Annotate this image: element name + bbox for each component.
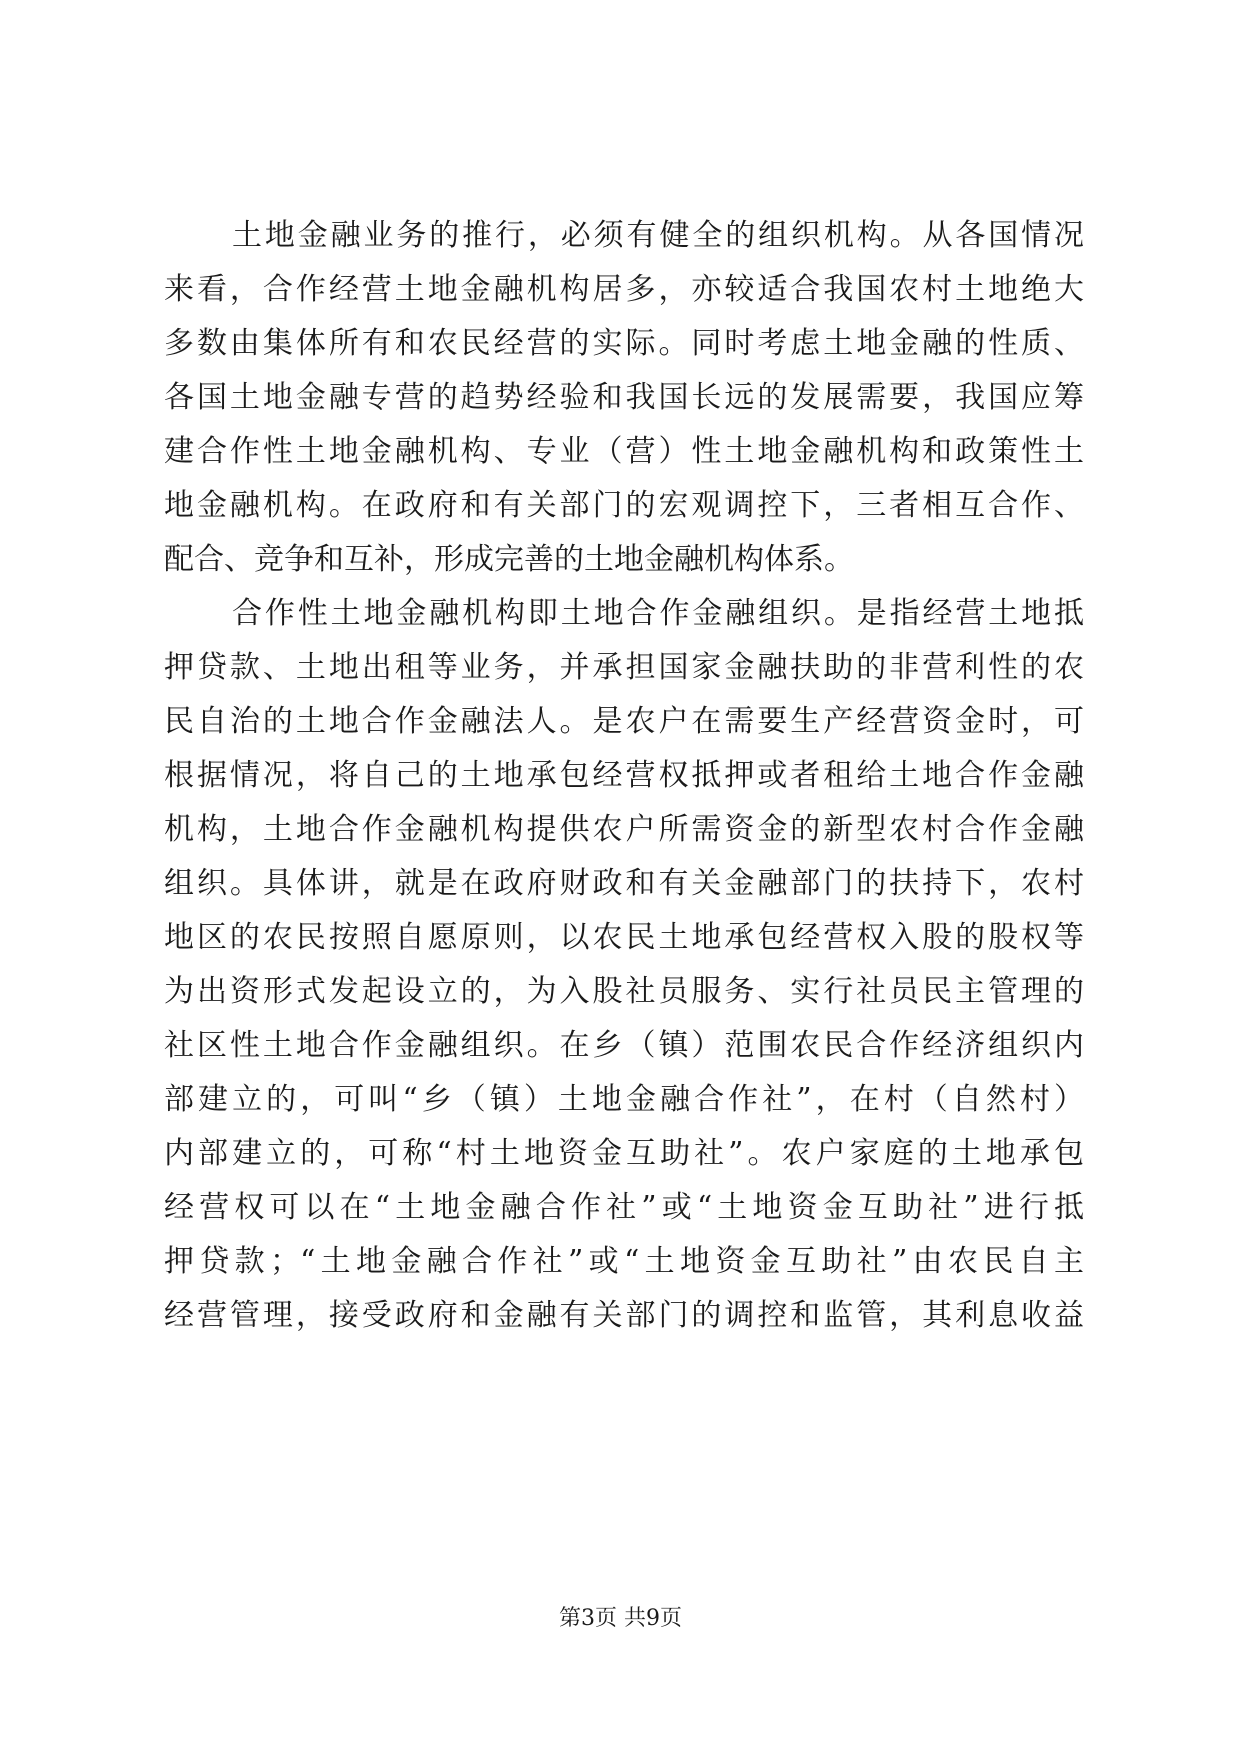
paragraph-2-line: 社区性土地合作金融组织。在乡（镇）范围农民合作经济组织内 <box>164 1028 1084 1063</box>
paragraph-2-line: 内部建立的，可称“村土地资金互助社”。农户家庭的土地承包 <box>164 1136 1084 1171</box>
paragraph-2-line: 经营管理，接受政府和金融有关部门的调控和监管，其利息收益 <box>164 1298 1084 1333</box>
paragraph-2-line: 为出资形式发起设立的，为入股社员服务、实行社员民主管理的 <box>164 974 1084 1009</box>
paragraph-2-line: 地区的农民按照自愿原则，以农民土地承包经营权入股的股权等 <box>164 920 1084 955</box>
paragraph-1-line: 地金融机构。在政府和有关部门的宏观调控下，三者相互合作、 <box>164 488 1084 523</box>
paragraph-2-line: 经营权可以在“土地金融合作社”或“土地资金互助社”进行抵 <box>164 1190 1084 1225</box>
paragraph-1-line: 各国土地金融专营的趋势经验和我国长远的发展需要，我国应筹 <box>164 380 1084 415</box>
paragraph-1-line: 配合、竞争和互补，形成完善的土地金融机构体系。 <box>164 542 854 577</box>
page-number-footer: 第3页 共9页 <box>559 1606 682 1631</box>
paragraph-2-line: 机构，土地合作金融机构提供农户所需资金的新型农村合作金融 <box>164 812 1084 847</box>
paragraph-2-line: 组织。具体讲，就是在政府财政和有关金融部门的扶持下，农村 <box>164 866 1084 901</box>
paragraph-2-line: 民自治的土地合作金融法人。是农户在需要生产经营资金时，可 <box>164 704 1084 739</box>
paragraph-1-line: 来看，合作经营土地金融机构居多，亦较适合我国农村土地绝大 <box>164 272 1084 307</box>
paragraph-2-line: 根据情况，将自己的土地承包经营权抵押或者租给土地合作金融 <box>164 758 1084 793</box>
paragraph-2-line: 部建立的，可叫“乡（镇）土地金融合作社”，在村（自然村） <box>164 1082 1084 1117</box>
paragraph-1-line: 建合作性土地金融机构、专业（营）性土地金融机构和政策性土 <box>164 434 1084 469</box>
paragraph-2-line: 押贷款、土地出租等业务，并承担国家金融扶助的非营利性的农 <box>164 650 1084 685</box>
paragraph-1-line: 多数由集体所有和农民经营的实际。同时考虑土地金融的性质、 <box>164 326 1084 361</box>
paragraph-2-line: 合作性土地金融机构即土地合作金融组织。是指经营土地抵 <box>232 596 1084 631</box>
paragraph-2-line: 押贷款；“土地金融合作社”或“土地资金互助社”由农民自主 <box>164 1244 1084 1279</box>
paragraph-1-line: 土地金融业务的推行，必须有健全的组织机构。从各国情况 <box>232 218 1084 253</box>
